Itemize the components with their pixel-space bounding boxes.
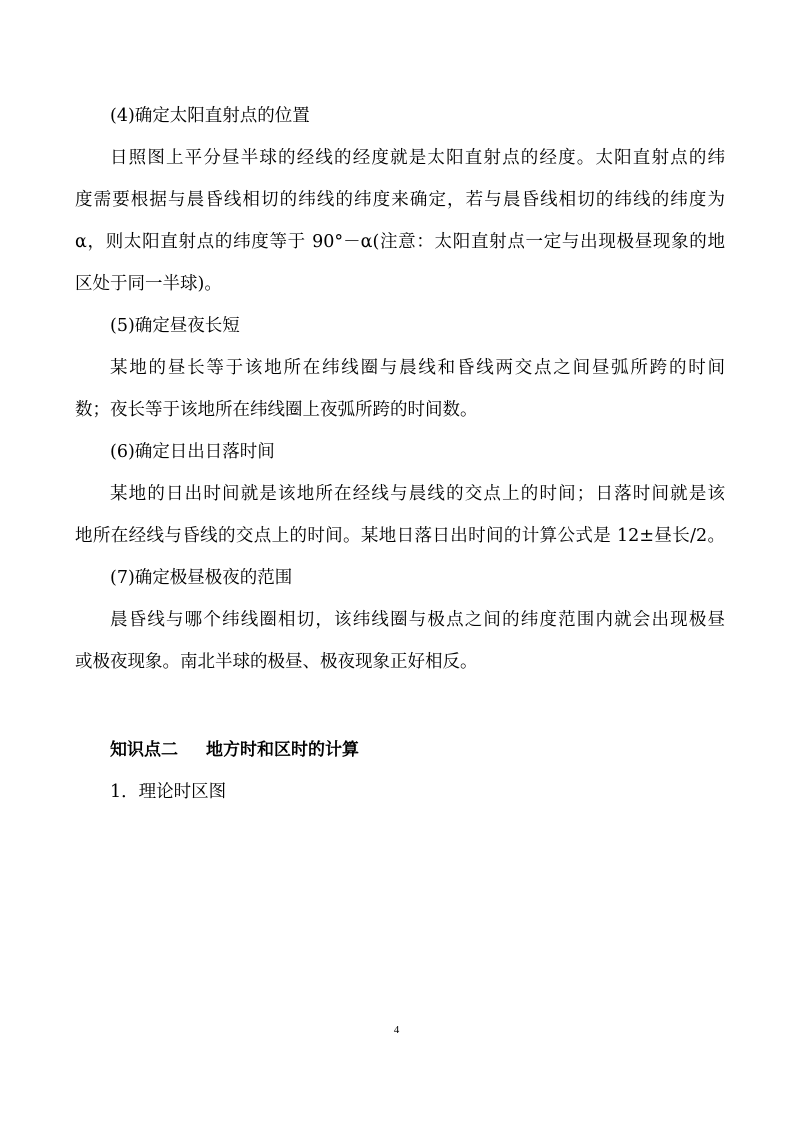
section-heading xyxy=(110,733,359,767)
subsection-heading-5: (5)确定昼夜长短 xyxy=(110,316,240,336)
section-heading-title: 地方时和区时的计算 xyxy=(206,740,359,760)
subheading: 1．理论时区图 xyxy=(110,782,227,802)
paragraph-line: 数；夜长等于该地所在纬线圈上夜弧所跨的时间数。 xyxy=(75,400,478,420)
paragraph-line: 或极夜现象。南北半球的极昼、极夜现象正好相反。 xyxy=(75,652,478,672)
paragraph-line: 地所在经线与昏线的交点上的时间。某地日落日出时间的计算公式是 12±昼长/2。 xyxy=(75,526,725,546)
page-number: 4 xyxy=(393,1024,400,1036)
paragraph-line: 晨昏线与哪个纬线圈相切，该纬线圈与极点之间的纬度范围内就会出现极昼 xyxy=(110,610,725,630)
paragraph-line: 区处于同一半球)。 xyxy=(75,274,222,294)
subsection-heading-7: (7)确定极昼极夜的范围 xyxy=(110,568,293,588)
section-heading-label: 知识点二 xyxy=(110,740,178,760)
paragraph-line: 某地的昼长等于该地所在纬线圈与晨线和昏线两交点之间昼弧所跨的时间 xyxy=(110,358,725,378)
subsection-heading-6: (6)确定日出日落时间 xyxy=(110,442,275,462)
paragraph-line: 日照图上平分昼半球的经线的经度就是太阳直射点的经度。太阳直射点的纬 xyxy=(110,148,725,168)
subsection-heading-4: (4)确定太阳直射点的位置 xyxy=(110,106,310,126)
paragraph-line: α，则太阳直射点的纬度等于 90°－α(注意：太阳直射点一定与出现极昼现象的地 xyxy=(75,232,725,252)
paragraph-line: 某地的日出时间就是该地所在经线与晨线的交点上的时间；日落时间就是该 xyxy=(110,484,725,504)
paragraph-line: 度需要根据与晨昏线相切的纬线的纬度来确定，若与晨昏线相切的纬线的纬度为 xyxy=(75,190,725,210)
